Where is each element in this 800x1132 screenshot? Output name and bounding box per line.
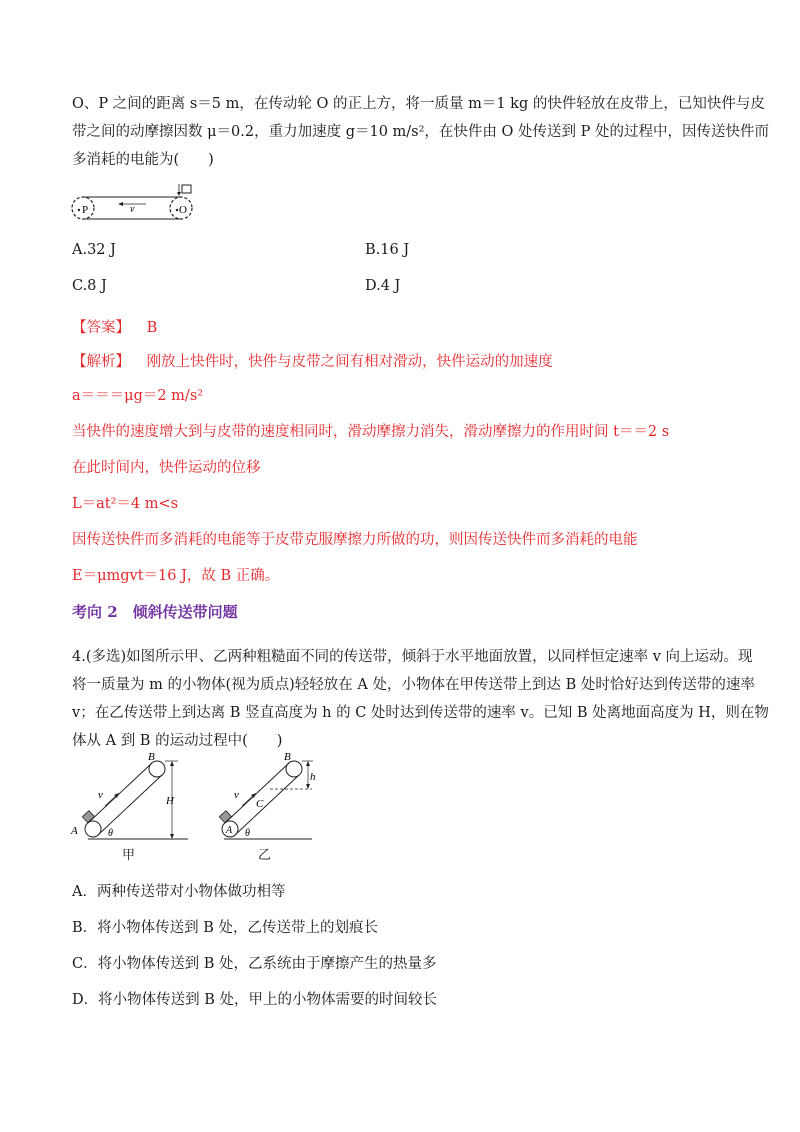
q4-line-2: 将一质量为 m 的小物体(视为质点)轻轻放在 A 处，小物体在甲传送带上到达 B 处时恰好达到传送带的速率 <box>72 677 755 693</box>
q4-option-b[interactable]: B．将小物体传送到 B 处，乙传送带上的划痕长 <box>72 920 379 936</box>
q3-option-a[interactable]: A.32 J <box>72 242 116 258</box>
analysis-line-1 <box>72 350 553 371</box>
jia-label-a: A <box>71 825 78 837</box>
q3-line-1: O、P 之间的距离 s＝5 m，在传动轮 O 的正上方，将一质量 m＝1 kg 的快件轻放在皮带上，已知快件与皮 <box>72 96 765 112</box>
q3-line-3: 多消耗的电能为( ) <box>72 152 214 168</box>
q4-option-d[interactable]: D．将小物体传送到 B 处，甲上的小物体需要的时间较长 <box>72 992 437 1008</box>
q3-option-d[interactable]: D.4 J <box>365 278 401 294</box>
q4-line-4: 体从 A 到 B 的运动过程中( ) <box>72 733 283 749</box>
analysis-eq-3: E＝μmgvt＝16 J，故 B 正确。 <box>72 568 280 584</box>
analysis-eq-1: a＝＝＝μg＝2 m/s² <box>72 388 204 404</box>
yi-label-theta: θ <box>245 828 250 839</box>
analysis-eq-2: L＝at²＝4 m<s <box>72 496 179 512</box>
q4-option-a[interactable]: A．两种传送带对小物体做功相等 <box>72 884 286 900</box>
q4-line-3: v；在乙传送带上到达离 B 竖直高度为 h 的 C 处时达到传送带的速率 v。已知 B 处离地面高度为 H，则在物 <box>72 705 769 721</box>
q3-fig-label-p: P <box>82 204 89 216</box>
jia-caption: 甲 <box>122 848 136 863</box>
yi-caption: 乙 <box>258 848 272 863</box>
answer-label: 【答案】 <box>72 320 130 336</box>
analysis-line-3: 在此时间内，快件运动的位移 <box>72 460 261 476</box>
answer-line <box>72 316 157 337</box>
q3-fig-label-v: v <box>130 204 135 215</box>
q4-figure-yi <box>212 752 318 854</box>
q4-figure-jia <box>68 752 188 854</box>
yi-label-a: A <box>226 825 233 836</box>
analysis-line-2: 当快件的速度增大到与皮带的速度相同时，滑动摩擦力消失，滑动摩擦力的作用时间 t＝＝2 s <box>72 424 670 440</box>
answer-value: B <box>146 320 158 336</box>
q3-fig-label-o: O <box>179 204 187 216</box>
yi-label-b: B <box>284 752 291 763</box>
section-title: 考向 2 倾斜传送带问题 <box>72 603 238 621</box>
q3-conveyor-figure <box>68 182 198 224</box>
jia-label-h-upper: H <box>166 795 174 807</box>
jia-label-theta: θ <box>108 828 113 839</box>
q4-option-c[interactable]: C．将小物体传送到 B 处，乙系统由于摩擦产生的热量多 <box>72 956 437 972</box>
jia-label-v: v <box>98 789 103 801</box>
q3-option-b[interactable]: B.16 J <box>365 242 410 258</box>
q3-line-2: 带之间的动摩擦因数 μ＝0.2，重力加速度 g＝10 m/s²，在快件由 O 处传送到 P 处的过程中，因传送快件而 <box>72 124 770 140</box>
yi-label-c: C <box>256 798 264 810</box>
analysis-label: 【解析】 <box>72 354 130 370</box>
yi-label-h-lower: h <box>310 771 316 783</box>
yi-label-v: v <box>234 789 239 801</box>
jia-label-b: B <box>148 752 155 763</box>
q3-option-c[interactable]: C.8 J <box>72 278 107 294</box>
q4-line-1: 4.(多选)如图所示甲、乙两种粗糙面不同的传送带，倾斜于水平地面放置，以同样恒定速率 v 向上运动。现 <box>72 649 753 665</box>
analysis-intro: 刚放上快件时，快件与皮带之间有相对滑动，快件运动的加速度 <box>146 354 553 370</box>
analysis-line-4: 因传送快件而多消耗的电能等于皮带克服摩擦力所做的功，则因传送快件而多消耗的电能 <box>72 532 638 548</box>
